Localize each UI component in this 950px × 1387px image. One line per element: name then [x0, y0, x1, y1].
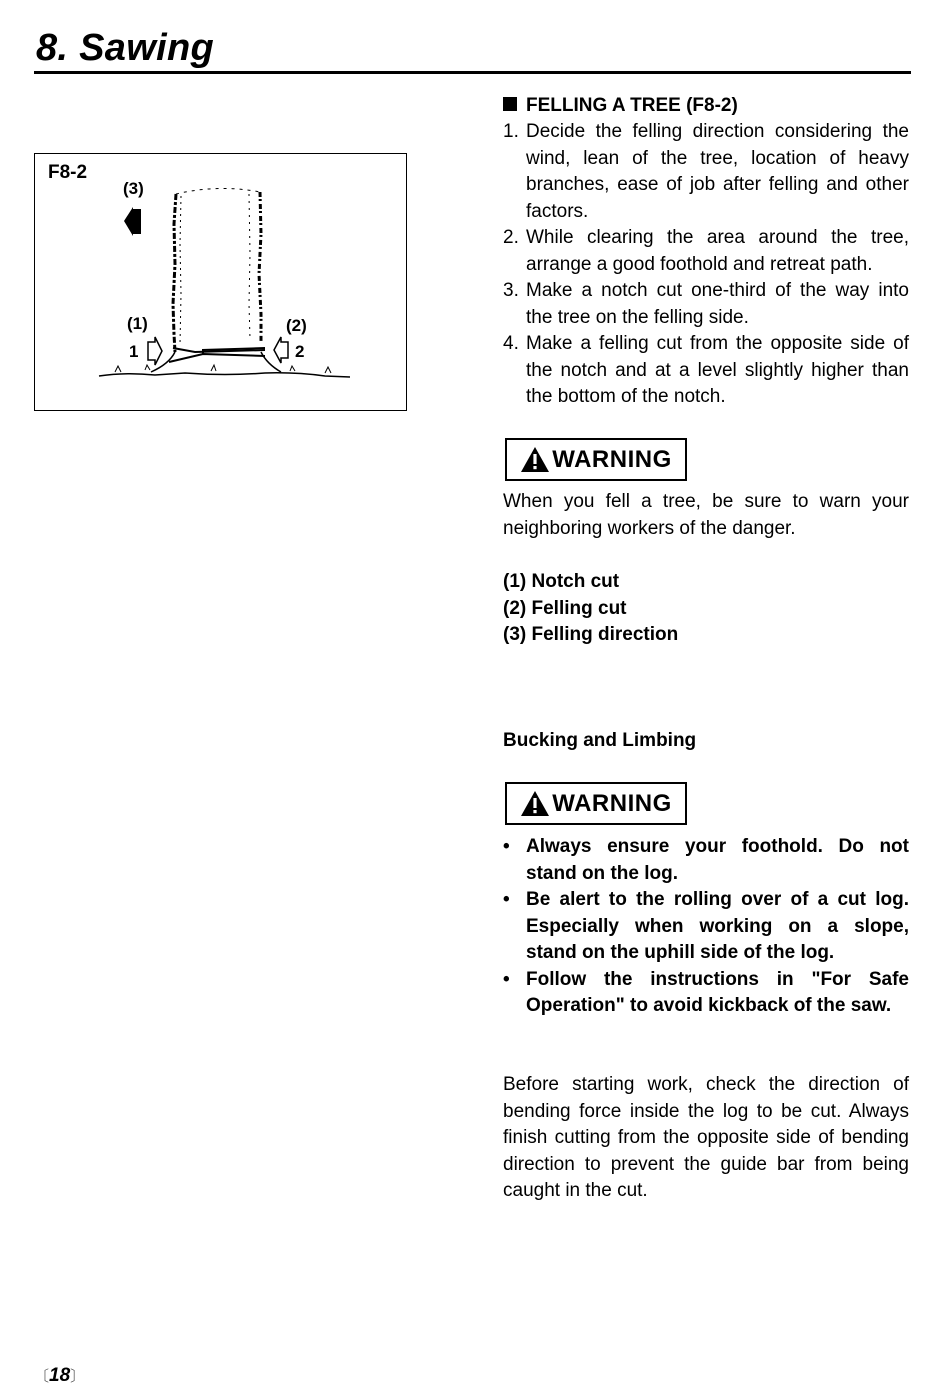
legend-item: (1) Notch cut: [503, 571, 620, 592]
warning-triangle-icon: [520, 790, 550, 817]
list-item: 1. Decide the felling direction considering the wind, lean of the tree, location of heavy branches, ease of job after felling and other factors.: [503, 121, 909, 222]
warning-box-felling: WARNING: [505, 438, 687, 481]
list-item: • Always ensure your foothold. Do not stand on the log.: [503, 836, 909, 884]
warning-box-bucking: WARNING: [505, 782, 687, 825]
callout-1: (1): [127, 314, 148, 333]
bucking-paragraph: Before starting work, check the direction of bending force inside the log to be cut. Always finish cutting from the opposite side of bending direction to prevent the guide bar from being caught in the cut.: [503, 1074, 909, 1201]
list-item: • Follow the instructions in "For Safe Operation" to avoid kickback of the saw.: [503, 968, 909, 1016]
bullet-icon: •: [503, 836, 510, 857]
felling-arrow-icon: [274, 337, 288, 363]
callout-1-step: 1: [129, 342, 139, 361]
title-divider: [34, 71, 911, 74]
bullet-icon: •: [503, 889, 510, 910]
bucking-warnings: [503, 834, 909, 1020]
felling-heading: FELLING A TREE (F8-2): [503, 93, 909, 120]
legend-item: (3) Felling direction: [503, 624, 679, 645]
bullet-icon: •: [503, 968, 510, 990]
tree-trunk: [173, 188, 261, 352]
list-item: • Be alert to the rolling over of a cut log. Especially when working on a slope, stand on the uphill side of the log.: [503, 889, 909, 963]
bucking-heading: Bucking and Limbing: [503, 730, 697, 751]
callout-2: (2): [286, 316, 307, 335]
figure-label: F8-2: [48, 162, 88, 183]
figure-f8-2: [34, 153, 407, 411]
list-item: 3. Make a notch cut one-third of the way into the tree on the felling side.: [503, 280, 909, 328]
square-bullet-icon: [503, 97, 517, 111]
notch-cut-mark: [169, 348, 265, 362]
figure-legend: [503, 569, 909, 649]
felling-warning-text: When you fell a tree, be sure to warn your neighboring workers of the danger.: [503, 491, 909, 539]
felling-steps: [503, 119, 909, 411]
notch-arrow-icon: [148, 337, 162, 365]
list-item: 4. Make a felling cut from the opposite side of the notch and at a level slightly higher than the bottom of the notch.: [503, 333, 909, 407]
page-number: 〔18〕: [34, 1365, 86, 1386]
page-title: 8. Sawing: [36, 27, 214, 69]
warning-triangle-icon: [520, 446, 550, 473]
tree-felling-illustration: [35, 154, 408, 412]
legend-item: (2) Felling cut: [503, 597, 627, 619]
callout-3: (3): [123, 179, 144, 198]
callout-2-step: 2: [295, 342, 305, 361]
felling-direction-arrow-icon: [124, 207, 141, 236]
list-item: 2. While clearing the area around the tree, arrange a good foothold and retreat path.: [503, 227, 909, 275]
